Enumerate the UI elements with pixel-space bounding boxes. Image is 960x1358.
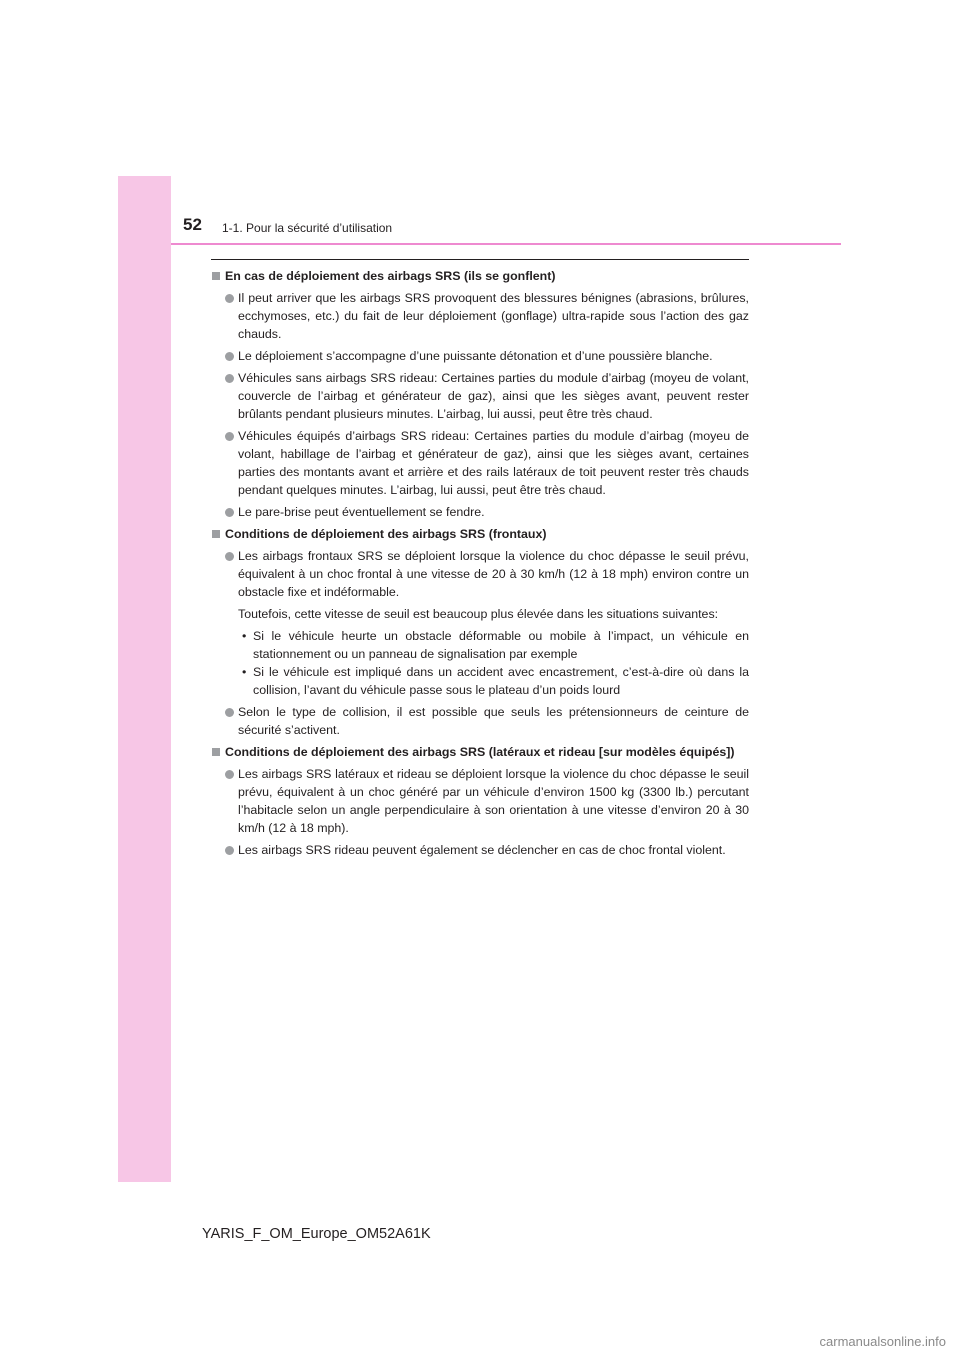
bullet-item [211,427,749,499]
bullet-text: Véhicules équipés d’airbags SRS rideau: Certaines parties du module d’airbag (moyeu de volant, habillage de l’airbag et générateur de gaz), ainsi que les sièges avant, certaines parties des montants avant et arrière et des rails latéraux de toit peuvent rester très chauds pendant quelques minutes. L’airbag, lui aussi, peut être très chaud. [238,429,749,497]
square-bullet-icon [212,530,220,538]
bullet-text: Les airbags SRS latéraux et rideau se déploient lorsque la violence du choc dépasse le seuil prévu, équivalent à un choc généré par un véhicule d’environ 1500 kg (3300 lb.) percutant l’habitacle selon un angle perpendiculaire à son orientation à une vitesse d’environ 20 à 30 km/h (12 à 18 mph). [238,767,749,835]
subheading [211,267,749,285]
circle-bullet-icon [225,432,234,441]
section-title: 1-1. Pour la sécurité d’utilisation [222,221,393,235]
circle-bullet-icon [225,846,234,855]
watermark-text: carmanualsonline.info [819,1334,946,1349]
subheading [211,743,749,761]
subheading-text: En cas de déploiement des airbags SRS (ils se gonflent) [225,269,556,283]
circle-bullet-icon [225,552,234,561]
circle-bullet-icon [225,770,234,779]
content-body [211,267,749,863]
square-bullet-icon [212,748,220,756]
header-divider [171,243,841,245]
bullet-text: Véhicules sans airbags SRS rideau: Certaines parties du module d’airbag (moyeu de volant, couvercle de l’airbag et générateur de gaz), ainsi que les sièges avant, peuvent rester brûlants pendant plusieurs minutes. L’airbag, lui aussi, peut être très chaud. [238,371,749,421]
content-divider [211,259,749,260]
bullet-text: Selon le type de collision, il est possible que seuls les prétensionneurs de ceinture de sécurité s’activent. [238,705,749,737]
subheading [211,525,749,543]
bullet-text: Il peut arriver que les airbags SRS provoquent des blessures bénignes (abrasions, brûlures, ecchymoses, etc.) du fait de leur déploiement (gonflage) ultra-rapide sous l’action des gaz chauds. [238,291,749,341]
sub-bullet-text: Si le véhicule heurte un obstacle déformable ou mobile à l’impact, un véhicule en stationnement ou un panneau de signalisation par exemple [253,629,749,661]
bullet-item [211,765,749,837]
paragraph: Toutefois, cette vitesse de seuil est beaucoup plus élevée dans les situations suivantes: [238,607,719,621]
side-tab-band [118,176,171,1182]
circle-bullet-icon [225,708,234,717]
page-number: 52 [183,215,202,234]
bullet-item [211,503,749,521]
dot-marker-icon: • [242,629,247,643]
bullet-text: Le déploiement s’accompagne d’une puissante détonation et d’une poussière blanche. [238,349,713,363]
bullet-item [211,547,749,601]
bullet-text: Les airbags frontaux SRS se déploient lorsque la violence du choc dépasse le seuil prévu, équivalent à un choc frontal à une vitesse de 20 à 30 km/h (12 à 18 mph) environ contre un obstacle fixe et indéformable. [238,549,749,599]
subheading-text: Conditions de déploiement des airbags SRS (latéraux et rideau [sur modèles équipés]) [225,745,735,759]
bullet-text: Le pare-brise peut éventuellement se fendre. [238,505,485,519]
bullet-text: Les airbags SRS rideau peuvent également se déclencher en cas de choc frontal violent. [238,843,726,857]
sub-bullet-text: Si le véhicule est impliqué dans un accident avec encastrement, c’est-à-dire où dans la collision, l’avant du véhicule passe sous le plateau d’un poids lourd [253,665,749,697]
bullet-item [211,369,749,423]
dot-marker-icon: • [242,665,247,679]
subheading-text: Conditions de déploiement des airbags SRS (frontaux) [225,527,547,541]
document-code: YARIS_F_OM_Europe_OM52A61K [202,1226,431,1242]
bullet-item [211,347,749,365]
circle-bullet-icon [225,508,234,517]
circle-bullet-icon [225,294,234,303]
bullet-item [211,289,749,343]
circle-bullet-icon [225,352,234,361]
bullet-item [211,841,749,859]
sub-bullet-item [211,627,749,663]
bullet-item [211,703,749,739]
sub-bullet-item [211,663,749,699]
square-bullet-icon [212,272,220,280]
circle-bullet-icon [225,374,234,383]
